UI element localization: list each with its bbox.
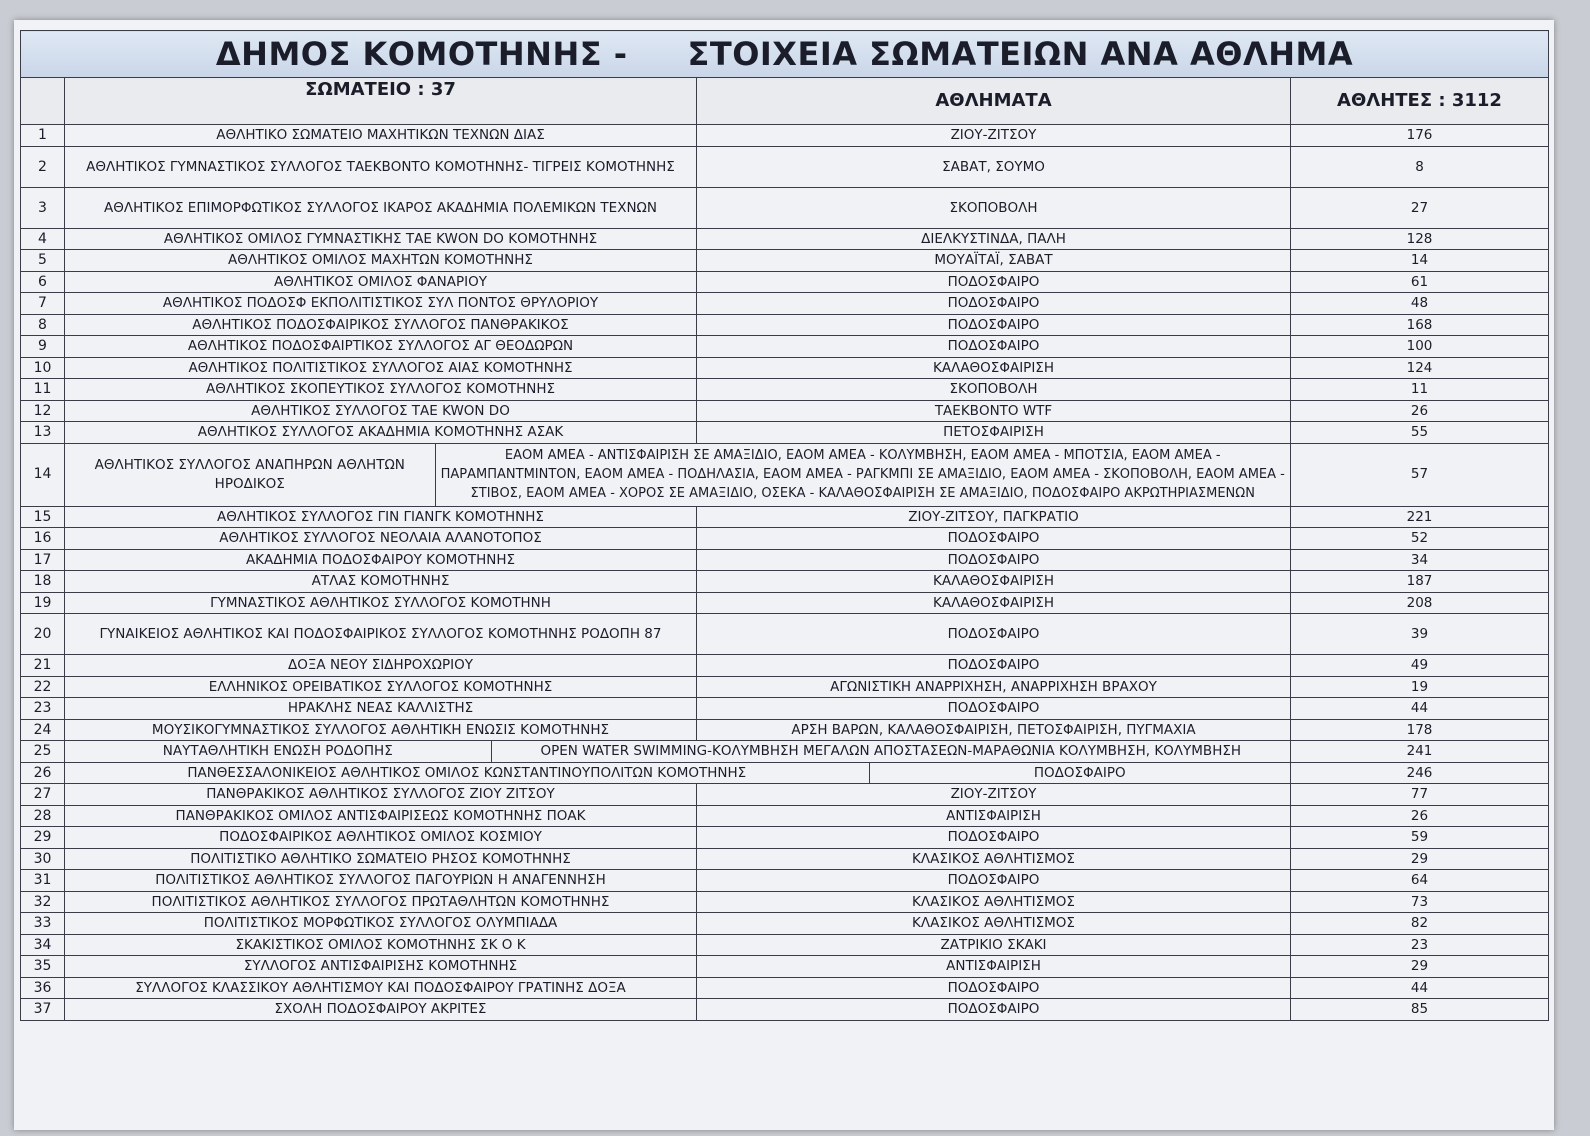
table-row — [21, 400, 1549, 422]
club-name: ΠΟΔΟΣΦΑΙΡΙΚΟΣ ΑΘΛΗΤΙΚΟΣ ΟΜΙΛΟΣ ΚΟΣΜΙΟΥ — [65, 827, 697, 849]
club-name: ΑΘΛΗΤΙΚΟΣ ΠΟΔΟΣΦ ΕΚΠΟΛΙΤΙΣΤΙΚΟΣ ΣΥΛ ΠΟΝΤΟΣ ΘΡΥΛΟΡΙΟΥ — [65, 293, 697, 315]
sports-list: ΖΑΤΡΙΚΙΟ ΣΚΑΚΙ — [697, 934, 1291, 956]
club-name: ΑΘΛΗΤΙΚΟΣ ΕΠΙΜΟΡΦΩΤΙΚΟΣ ΣΥΛΛΟΓΟΣ ΙΚΑΡΟΣ ΑΚΑΔΗΜΙΑ ΠΟΛΕΜΙΚΩΝ ΤΕΧΝΩΝ — [65, 187, 697, 228]
club-name: ΣΥΛΛΟΓΟΣ ΑΝΤΙΣΦΑΙΡΙΣΗΣ ΚΟΜΟΤΗΝΗΣ — [65, 956, 697, 978]
table-row — [21, 549, 1549, 571]
sports-list: ΠΕΤΟΣΦΑΙΡΙΣΗ — [697, 422, 1291, 444]
table-row — [21, 314, 1549, 336]
athlete-count: 64 — [1291, 870, 1549, 892]
club-name: ΕΛΛΗΝΙΚΟΣ ΟΡΕΙΒΑΤΙΚΟΣ ΣΥΛΛΟΓΟΣ ΚΟΜΟΤΗΝΗΣ — [65, 676, 697, 698]
sports-list: ΑΡΣΗ ΒΑΡΩΝ, ΚΑΛΑΘΟΣΦΑΙΡΙΣΗ, ΠΕΤΟΣΦΑΙΡΙΣΗ, ΠΥΓΜΑΧΙΑ — [697, 719, 1291, 741]
table-row — [21, 125, 1549, 147]
club-name: ΓΥΝΑΙΚΕΙΟΣ ΑΘΛΗΤΙΚΟΣ ΚΑΙ ΠΟΔΟΣΦΑΙΡΙΚΟΣ ΣΥΛΛΟΓΟΣ ΚΟΜΟΤΗΝΗΣ ΡΟΔΟΠΗ 87 — [65, 614, 697, 655]
table-row — [21, 614, 1549, 655]
sports-list: ΚΑΛΑΘΟΣΦΑΙΡΙΣΗ — [697, 592, 1291, 614]
club-name: ΔΟΞΑ ΝΕΟΥ ΣΙΔΗΡΟΧΩΡΙΟΥ — [65, 655, 697, 677]
row-number: 6 — [21, 271, 65, 293]
table-row — [21, 827, 1549, 849]
athlete-count: 29 — [1291, 848, 1549, 870]
sports-list: ΠΟΔΟΣΦΑΙΡΟ — [697, 271, 1291, 293]
row-number: 3 — [21, 187, 65, 228]
sports-list: ΠΟΔΟΣΦΑΙΡΟ — [697, 698, 1291, 720]
athlete-count: 61 — [1291, 271, 1549, 293]
row-number: 1 — [21, 125, 65, 147]
table-row — [21, 422, 1549, 444]
merged-club-sport-cell — [65, 741, 1291, 763]
row-number: 21 — [21, 655, 65, 677]
sports-list: ΠΟΔΟΣΦΑΙΡΟ — [697, 528, 1291, 550]
table-row — [21, 741, 1549, 763]
sports-list: ΣΚΟΠΟΒΟΛΗ — [697, 379, 1291, 401]
table-row — [21, 336, 1549, 358]
row-number: 10 — [21, 357, 65, 379]
club-name: ΠΑΝΘΕΣΣΑΛΟΝΙΚΕΙΟΣ ΑΘΛΗΤΙΚΟΣ ΟΜΙΛΟΣ ΚΩΝΣΤΑΝΤΙΝΟΥΠΟΛΙΤΩΝ ΚΟΜΟΤΗΝΗΣ — [65, 763, 869, 784]
row-number: 15 — [21, 506, 65, 528]
row-number: 26 — [21, 762, 65, 784]
header-number-cell — [21, 78, 65, 125]
club-name: ΜΟΥΣΙΚΟΓΥΜΝΑΣΤΙΚΟΣ ΣΥΛΛΟΓΟΣ ΑΘΛΗΤΙΚΗ ΕΝΩΣΙΣ ΚΟΜΟΤΗΝΗΣ — [65, 719, 697, 741]
row-number: 5 — [21, 250, 65, 272]
table-row — [21, 571, 1549, 593]
table-row — [21, 805, 1549, 827]
table-row — [21, 999, 1549, 1021]
club-name: ΑΘΛΗΤΙΚΟΣ ΠΟΛΙΤΙΣΤΙΚΟΣ ΣΥΛΛΟΓΟΣ ΑΙΑΣ ΚΟΜΟΤΗΝΗΣ — [65, 357, 697, 379]
table-row — [21, 357, 1549, 379]
table-row — [21, 506, 1549, 528]
sports-list: ΑΝΤΙΣΦΑΙΡΙΣΗ — [697, 805, 1291, 827]
athlete-count: 26 — [1291, 400, 1549, 422]
sports-list: ΑΓΩΝΙΣΤΙΚΗ ΑΝΑΡΡΙΧΗΣΗ, ΑΝΑΡΡΙΧΗΣΗ ΒΡΑΧΟΥ — [697, 676, 1291, 698]
table-row — [21, 655, 1549, 677]
club-name: ΑΘΛΗΤΙΚΟ ΣΩΜΑΤΕΙΟ ΜΑΧΗΤΙΚΩΝ ΤΕΧΝΩΝ ΔΙΑΣ — [65, 125, 697, 147]
row-number: 24 — [21, 719, 65, 741]
athlete-count: 55 — [1291, 422, 1549, 444]
athlete-count: 57 — [1291, 443, 1549, 506]
club-name: ΗΡΑΚΛΗΣ ΝΕΑΣ ΚΑΛΛΙΣΤΗΣ — [65, 698, 697, 720]
sports-list: ΠΟΔΟΣΦΑΙΡΟ — [697, 655, 1291, 677]
row-number: 19 — [21, 592, 65, 614]
row-number: 11 — [21, 379, 65, 401]
row-number: 27 — [21, 784, 65, 806]
athlete-count: 208 — [1291, 592, 1549, 614]
club-name: ΑΘΛΗΤΙΚΟΣ ΟΜΙΛΟΣ ΦΑΝΑΡΙΟΥ — [65, 271, 697, 293]
club-name: ΑΤΛΑΣ ΚΟΜΟΤΗΝΗΣ — [65, 571, 697, 593]
club-name: ΑΘΛΗΤΙΚΟΣ ΓΥΜΝΑΣΤΙΚΟΣ ΣΥΛΛΟΓΟΣ ΤΑΕΚΒΟΝΤΟ ΚΟΜΟΤΗΝΗΣ- ΤΙΓΡΕΙΣ ΚΟΜΟΤΗΝΗΣ — [65, 146, 697, 187]
sports-list: ΠΟΔΟΣΦΑΙΡΟ — [697, 999, 1291, 1021]
club-name: ΣΧΟΛΗ ΠΟΔΟΣΦΑΙΡΟΥ ΑΚΡΙΤΕΣ — [65, 999, 697, 1021]
row-number: 12 — [21, 400, 65, 422]
row-number: 23 — [21, 698, 65, 720]
merged-club-sport-cell — [65, 762, 1291, 784]
athlete-count: 124 — [1291, 357, 1549, 379]
athlete-count: 26 — [1291, 805, 1549, 827]
athlete-count: 14 — [1291, 250, 1549, 272]
sports-list: ΠΟΔΟΣΦΑΙΡΟ — [697, 827, 1291, 849]
row-number: 31 — [21, 870, 65, 892]
sports-list: ΤΑΕΚΒΟΝΤΟ WTF — [697, 400, 1291, 422]
merged-club-sport-cell — [65, 443, 1291, 506]
sports-list: ΠΟΔΟΣΦΑΙΡΟ — [1033, 764, 1126, 781]
table-row — [21, 293, 1549, 315]
athlete-count: 59 — [1291, 827, 1549, 849]
athlete-count: 241 — [1291, 741, 1549, 763]
athlete-count: 187 — [1291, 571, 1549, 593]
sports-list: ΖΙΟΥ-ΖΙΤΣΟΥ — [697, 784, 1291, 806]
athlete-count: 128 — [1291, 228, 1549, 250]
table-row — [21, 187, 1549, 228]
athlete-count: 52 — [1291, 528, 1549, 550]
athlete-count: 246 — [1291, 762, 1549, 784]
table-row — [21, 934, 1549, 956]
club-name: ΠΑΝΘΡΑΚΙΚΟΣ ΑΘΛΗΤΙΚΟΣ ΣΥΛΛΟΓΟΣ ΖΙΟΥ ΖΙΤΣΟΥ — [65, 784, 697, 806]
table-row — [21, 146, 1549, 187]
sports-list: ΕΑΟΜ ΑΜΕΑ - ΑΝΤΙΣΦΑΙΡΙΣΗ ΣΕ ΑΜΑΞΙΔΙΟ, ΕΑΟΜ ΑΜΕΑ - ΚΟΛΥΜΒΗΣΗ, ΕΑΟΜ ΑΜΕΑ - ΜΠΟΤΣΙΑ, ΕΑΟΜ ΑΜΕΑ - ΠΑΡΑΜΠΑΝΤΜΙΝΤΟΝ, ΕΑΟΜ ΑΜΕΑ - ΠΟΔΗΛΑΣΙΑ, ΕΑΟΜ ΑΜΕΑ - ΡΑΓΚΜΠΙ ΣΕ ΑΜΑΞΙΔΙΟ, ΕΑΟΜ ΑΜΕΑ - ΣΚΟΠΟΒΟΛΗ, ΕΑΟΜ ΑΜΕΑ - ΣΤΙΒΟΣ, ΕΑΟΜ ΑΜΕΑ - ΧΟΡΟΣ ΣΕ ΑΜΑΞΙΔΙΟ, ΟΣΕΚΑ - ΚΑΛΑΘΟΣΦΑΙΡΙΣΗ ΣΕ ΑΜΑΞΙΔΙΟ, ΠΟΔΟΣΦΑΙΡΟ ΑΚΡΩΤΗΡΙΑΣΜΕΝΩΝ — [440, 448, 1285, 501]
table-row — [21, 250, 1549, 272]
athlete-count: 77 — [1291, 784, 1549, 806]
club-name: ΑΘΛΗΤΙΚΟΣ ΣΥΛΛΟΓΟΣ ΑΝΑΠΗΡΩΝ ΑΘΛΗΤΩΝ ΗΡΟΔΙΚΟΣ — [65, 444, 435, 506]
row-number: 37 — [21, 999, 65, 1021]
sports-list: ΖΙΟΥ-ΖΙΤΣΟΥ, ΠΑΓΚΡΑΤΙΟ — [697, 506, 1291, 528]
header-sports: ΑΘΛΗΜΑΤΑ — [697, 78, 1291, 125]
row-number: 35 — [21, 956, 65, 978]
table-row — [21, 762, 1549, 784]
row-number: 29 — [21, 827, 65, 849]
row-number: 17 — [21, 549, 65, 571]
row-number: 16 — [21, 528, 65, 550]
athlete-count: 100 — [1291, 336, 1549, 358]
sports-list: ΔΙΕΛΚΥΣΤΙΝΔΑ, ΠΑΛΗ — [697, 228, 1291, 250]
table-row — [21, 592, 1549, 614]
athlete-count: 221 — [1291, 506, 1549, 528]
sports-list: ΠΟΔΟΣΦΑΙΡΟ — [697, 977, 1291, 999]
club-name: ΠΟΛΙΤΙΣΤΙΚΟΣ ΑΘΛΗΤΙΚΟΣ ΣΥΛΛΟΓΟΣ ΠΡΩΤΑΘΛΗΤΩΝ ΚΟΜΟΤΗΝΗΣ — [65, 891, 697, 913]
sports-list: ΠΟΔΟΣΦΑΙΡΟ — [697, 549, 1291, 571]
athlete-count: 34 — [1291, 549, 1549, 571]
athlete-count: 29 — [1291, 956, 1549, 978]
title-subject: ΣΤΟΙΧΕΙΑ ΣΩΜΑΤΕΙΩΝ ΑΝΑ ΑΘΛΗΜΑ — [687, 35, 1354, 73]
table-row — [21, 719, 1549, 741]
sports-list: ΑΝΤΙΣΦΑΙΡΙΣΗ — [697, 956, 1291, 978]
athlete-count: 44 — [1291, 698, 1549, 720]
row-number: 8 — [21, 314, 65, 336]
sports-list: ΚΛΑΣΙΚΟΣ ΑΘΛΗΤΙΣΜΟΣ — [697, 913, 1291, 935]
athlete-count: 8 — [1291, 146, 1549, 187]
table-row — [21, 891, 1549, 913]
sports-list: ΣΚΟΠΟΒΟΛΗ — [697, 187, 1291, 228]
athlete-count: 11 — [1291, 379, 1549, 401]
row-number: 25 — [21, 741, 65, 763]
row-number: 20 — [21, 614, 65, 655]
row-number: 18 — [21, 571, 65, 593]
club-name: ΑΚΑΔΗΜΙΑ ΠΟΔΟΣΦΑΙΡΟΥ ΚΟΜΟΤΗΝΗΣ — [65, 549, 697, 571]
row-number: 36 — [21, 977, 65, 999]
club-name: ΠΟΛΙΤΙΣΤΙΚΟ ΑΘΛΗΤΙΚΟ ΣΩΜΑΤΕΙΟ ΡΗΣΟΣ ΚΟΜΟΤΗΝΗΣ — [65, 848, 697, 870]
sports-list: ΜΟΥΑΪΤΑΪ, ΣΑΒΑΤ — [697, 250, 1291, 272]
table-row — [21, 443, 1549, 506]
athlete-count: 39 — [1291, 614, 1549, 655]
row-number: 9 — [21, 336, 65, 358]
athlete-count: 44 — [1291, 977, 1549, 999]
row-number: 30 — [21, 848, 65, 870]
sports-list: ΚΑΛΑΘΟΣΦΑΙΡΙΣΗ — [697, 357, 1291, 379]
athlete-count: 82 — [1291, 913, 1549, 935]
row-number: 2 — [21, 146, 65, 187]
club-name: ΓΥΜΝΑΣΤΙΚΟΣ ΑΘΛΗΤΙΚΟΣ ΣΥΛΛΟΓΟΣ ΚΟΜΟΤΗΝΗ — [65, 592, 697, 614]
sports-list: ΚΛΑΣΙΚΟΣ ΑΘΛΗΤΙΣΜΟΣ — [697, 848, 1291, 870]
sports-list: ΣΑΒΑΤ, ΣΟΥΜΟ — [697, 146, 1291, 187]
club-name: ΑΘΛΗΤΙΚΟΣ ΠΟΔΟΣΦΑΙΡΤΙΚΟΣ ΣΥΛΛΟΓΟΣ ΑΓ ΘΕΟΔΩΡΩΝ — [65, 336, 697, 358]
row-number: 33 — [21, 913, 65, 935]
club-name: ΝΑΥΤΑΘΛΗΤΙΚΗ ΕΝΩΣΗ ΡΟΔΟΠΗΣ — [65, 741, 491, 762]
club-name: ΠΟΛΙΤΙΣΤΙΚΟΣ ΜΟΡΦΩΤΙΚΟΣ ΣΥΛΛΟΓΟΣ ΟΛΥΜΠΙΑΔΑ — [65, 913, 697, 935]
club-name: ΑΘΛΗΤΙΚΟΣ ΣΚΟΠΕΥΤΙΚΟΣ ΣΥΛΛΟΓΟΣ ΚΟΜΟΤΗΝΗΣ — [65, 379, 697, 401]
clubs-table — [20, 30, 1549, 1021]
club-name: ΑΘΛΗΤΙΚΟΣ ΣΥΛΛΟΓΟΣ ΑΚΑΔΗΜΙΑ ΚΟΜΟΤΗΝΗΣ ΑΣΑΚ — [65, 422, 697, 444]
row-number: 34 — [21, 934, 65, 956]
table-row — [21, 271, 1549, 293]
paper-sheet — [14, 20, 1554, 1130]
table-row — [21, 676, 1549, 698]
row-number: 28 — [21, 805, 65, 827]
sports-list: ΠΟΔΟΣΦΑΙΡΟ — [697, 336, 1291, 358]
row-number: 14 — [21, 443, 65, 506]
table-row — [21, 913, 1549, 935]
athlete-count: 27 — [1291, 187, 1549, 228]
sports-list: OPEN WATER SWIMMING-ΚΟΛΥΜΒΗΣΗ ΜΕΓΑΛΩΝ ΑΠΟΣΤΑΣΕΩΝ-ΜΑΡΑΘΩΝΙΑ ΚΟΛΥΜΒΗΣΗ, ΚΟΛΥΜΒΗΣΗ — [540, 743, 1242, 760]
sports-list: ΠΟΔΟΣΦΑΙΡΟ — [697, 870, 1291, 892]
table-row — [21, 870, 1549, 892]
athlete-count: 49 — [1291, 655, 1549, 677]
row-number: 22 — [21, 676, 65, 698]
athlete-count: 85 — [1291, 999, 1549, 1021]
club-name: ΣΚΑΚΙΣΤΙΚΟΣ ΟΜΙΛΟΣ ΚΟΜΟΤΗΝΗΣ ΣΚ Ο Κ — [65, 934, 697, 956]
athlete-count: 48 — [1291, 293, 1549, 315]
club-name: ΑΘΛΗΤΙΚΟΣ ΣΥΛΛΟΓΟΣ ΝΕΟΛΑΙΑ ΑΛΑΝΟΤΟΠΟΣ — [65, 528, 697, 550]
row-number: 4 — [21, 228, 65, 250]
page-title — [21, 31, 1549, 78]
sports-list: ΚΑΛΑΘΟΣΦΑΙΡΙΣΗ — [697, 571, 1291, 593]
table-row — [21, 379, 1549, 401]
athlete-count: 168 — [1291, 314, 1549, 336]
club-name: ΑΘΛΗΤΙΚΟΣ ΣΥΛΛΟΓΟΣ ΤΑΕ KWON DO — [65, 400, 697, 422]
table-row — [21, 698, 1549, 720]
table-row — [21, 784, 1549, 806]
title-municipality: ΔΗΜΟΣ ΚΟΜΟΤΗΝΗΣ - — [215, 35, 628, 73]
athlete-count: 178 — [1291, 719, 1549, 741]
table-row — [21, 848, 1549, 870]
club-name: ΑΘΛΗΤΙΚΟΣ ΠΟΔΟΣΦΑΙΡΙΚΟΣ ΣΥΛΛΟΓΟΣ ΠΑΝΘΡΑΚΙΚΟΣ — [65, 314, 697, 336]
table-row — [21, 977, 1549, 999]
athlete-count: 176 — [1291, 125, 1549, 147]
sports-list: ΠΟΔΟΣΦΑΙΡΟ — [697, 293, 1291, 315]
table-row — [21, 228, 1549, 250]
sports-list: ΠΟΔΟΣΦΑΙΡΟ — [697, 614, 1291, 655]
club-name: ΑΘΛΗΤΙΚΟΣ ΣΥΛΛΟΓΟΣ ΓΙΝ ΓΙΑΝΓΚ ΚΟΜΟΤΗΝΗΣ — [65, 506, 697, 528]
athlete-count: 19 — [1291, 676, 1549, 698]
header-athletes: ΑΘΛΗΤΕΣ : 3112 — [1291, 78, 1549, 125]
athlete-count: 23 — [1291, 934, 1549, 956]
table-row — [21, 528, 1549, 550]
row-number: 32 — [21, 891, 65, 913]
club-name: ΑΘΛΗΤΙΚΟΣ ΟΜΙΛΟΣ ΜΑΧΗΤΩΝ ΚΟΜΟΤΗΝΗΣ — [65, 250, 697, 272]
row-number: 7 — [21, 293, 65, 315]
table-row — [21, 956, 1549, 978]
club-name: ΠΑΝΘΡΑΚΙΚΟΣ ΟΜΙΛΟΣ ΑΝΤΙΣΦΑΙΡΙΣΕΩΣ ΚΟΜΟΤΗΝΗΣ ΠΟΑΚ — [65, 805, 697, 827]
title-row — [21, 31, 1549, 78]
sports-list: ΠΟΔΟΣΦΑΙΡΟ — [697, 314, 1291, 336]
club-name: ΣΥΛΛΟΓΟΣ ΚΛΑΣΣΙΚΟΥ ΑΘΛΗΤΙΣΜΟΥ ΚΑΙ ΠΟΔΟΣΦΑΙΡΟΥ ΓΡΑΤΙΝΗΣ ΔΟΞΑ — [65, 977, 697, 999]
club-name: ΠΟΛΙΤΙΣΤΙΚΟΣ ΑΘΛΗΤΙΚΟΣ ΣΥΛΛΟΓΟΣ ΠΑΓΟΥΡΙΩΝ Η ΑΝΑΓΕΝΝΗΣΗ — [65, 870, 697, 892]
club-name: ΑΘΛΗΤΙΚΟΣ ΟΜΙΛΟΣ ΓΥΜΝΑΣΤΙΚΗΣ ΤΑΕ KWON DO ΚΟΜΟΤΗΝΗΣ — [65, 228, 697, 250]
athlete-count: 73 — [1291, 891, 1549, 913]
sports-list: ΖΙΟΥ-ΖΙΤΣΟΥ — [697, 125, 1291, 147]
header-club: ΣΩΜΑΤΕΙΟ : 37 — [65, 78, 697, 125]
sports-list: ΚΛΑΣΙΚΟΣ ΑΘΛΗΤΙΣΜΟΣ — [697, 891, 1291, 913]
row-number: 13 — [21, 422, 65, 444]
